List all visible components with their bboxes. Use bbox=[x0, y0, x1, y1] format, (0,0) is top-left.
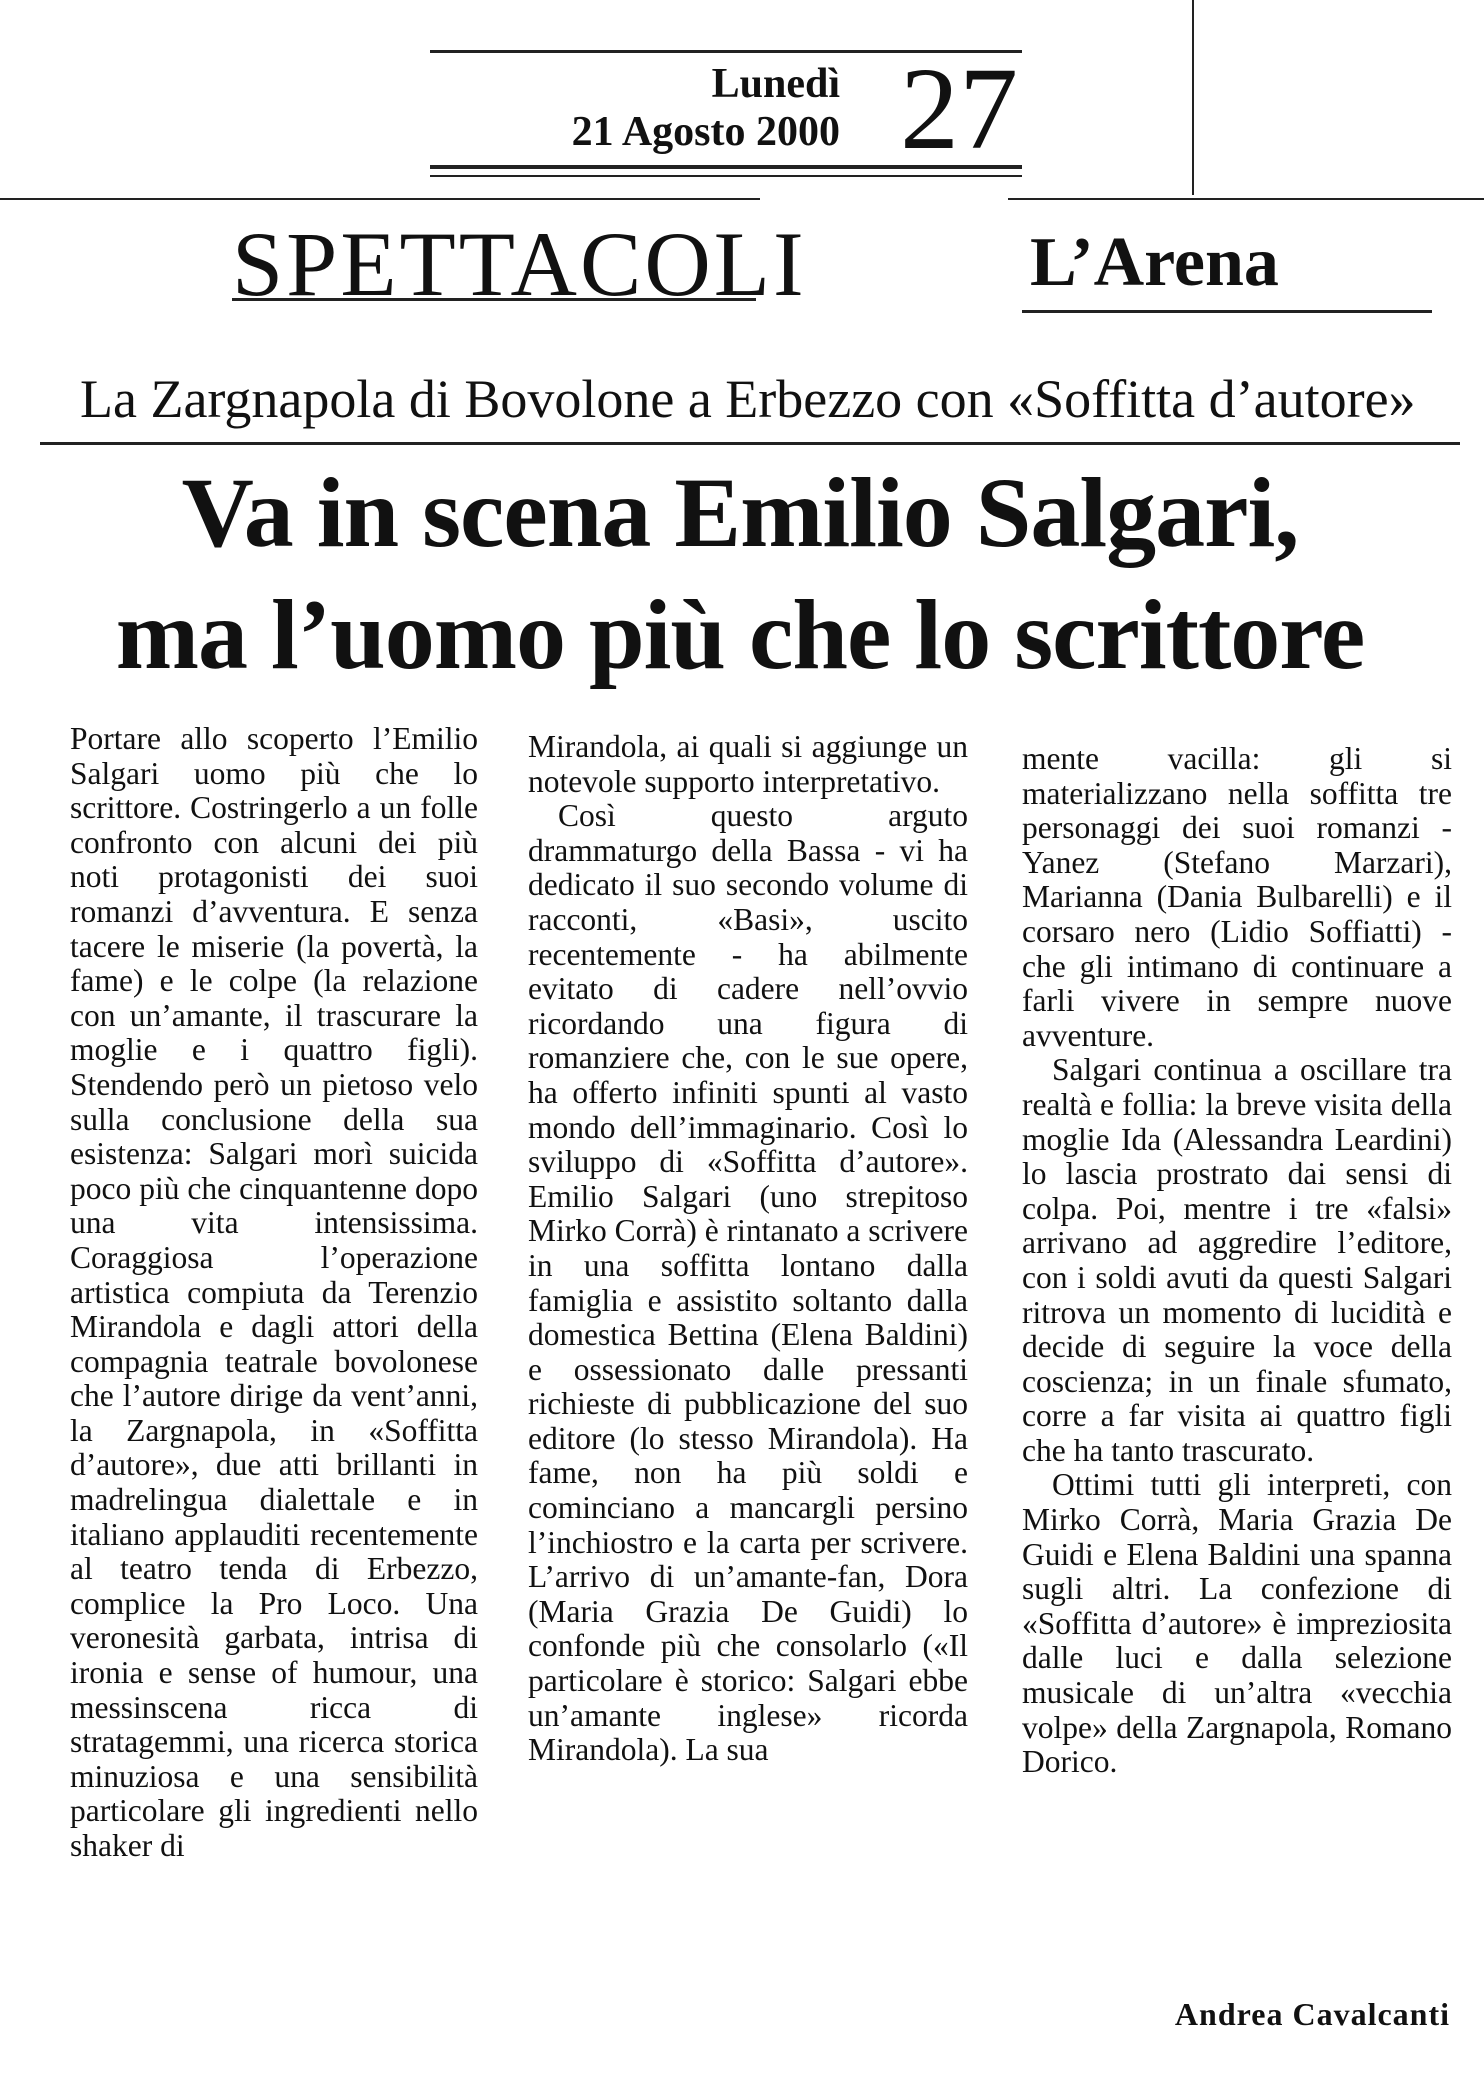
weekday: Lunedì bbox=[711, 61, 840, 107]
article-headline bbox=[50, 452, 1430, 696]
margin-line bbox=[1192, 0, 1194, 195]
section-rule-right bbox=[1008, 198, 1484, 200]
paragraph: Così questo arguto drammaturgo della Bassa - vi ha dedicato il suo secondo volume di racconti, «Basi», uscito recentemente - ha abilmente evitato di cadere nell’ovvio ricordando una figura di romanziere che, con le sue opere, ha offerto infiniti spunti al vasto mondo dell’immaginario. Così lo sviluppo di «Soffitta d’autore». Emilio Salgari (uno strepitoso Mirko Corrà) è rintanato a scrivere in una soffitta lontano dalla famiglia e assistito soltanto dalla domestica Bettina (Elena Baldini) e ossessionato dalle pressanti richieste di pubblicazione del suo editore (lo stesso Mirandola). Ha fame, non ha più soldi e cominciano a mancargli persino l’inchiostro e la carta per scrivere. L’arrivo di un’amante-fan, Dora (Maria Grazia De Guidi) lo confonde più che consolarlo («Il particolare è storico: Salgari ebbe un’amante inglese» ricorda Mirandola). La sua bbox=[528, 798, 968, 1768]
headline-line-1: Va in scena Emilio Salgari, bbox=[181, 457, 1299, 568]
article-column-3 bbox=[1022, 742, 1452, 1780]
paragraph: Portare allo scoperto l’Emilio Salgari uomo più che lo scrittore. Costringerlo a un folle confronto con alcuni dei più noti protagonisti dei suoi romanzi d’avventura. E senza tacere le miserie (la povertà, la fame) e le colpe (la relazione con un’amante, il trascurare la moglie e i quattro figli). Stendendo però un pietoso velo sulla conclusione della sua esistenza: Salgari morì suicida poco più che cinquantenne dopo una vita intensissima. Coraggiosa l’operazione artistica compiuta da Terenzio Mirandola e dagli attori della compagnia teatrale bovolonese che l’autore dirige da vent’anni, la Zargnapola, in «Soffitta d’autore», due atti brillanti in madrelingua dialettale e in italiano applauditi recentemente al teatro tenda di Erbezzo, complice la Pro Loco. Una veronesità garbata, intrisa di ironia e sense of humour, una messinscena ricca di stratagemmi, una ricerca storica minuziosa e una sensibilità particolare gli ingredienti nello shaker di bbox=[70, 721, 478, 1863]
header-bottom-rule-thin bbox=[430, 175, 1022, 177]
paragraph: Mirandola, ai quali si aggiunge un notevole supporto interpretativo. bbox=[528, 729, 968, 799]
paragraph: Salgari continua a oscillare tra realtà e follia: la breve visita della moglie Ida (Alessandra Leardini) lo lascia prostrato dai sensi di colpa. Poi, mentre i tre «falsi» arrivano ad aggredire l’editore, con i soldi avuti da questi Salgari ritrova un momento di lucidità e decide di seguire la voce della coscienza; in un finale sfumato, corre a far visita ai quattro figli che ha tanto trascurato. bbox=[1022, 1052, 1452, 1468]
paragraph: Ottimi tutti gli interpreti, con Mirko Corrà, Maria Grazia De Guidi e Elena Baldini una spanna sugli altri. La confezione di «Soffitta d’autore» è impreziosita dalle luci e dalla selezione musicale di un’altra «vecchia volpe» della Zargnapola, Romano Dorico. bbox=[1022, 1467, 1452, 1780]
section-rule-left bbox=[0, 198, 760, 200]
headline-line-2: ma l’uomo più che lo scrittore bbox=[115, 579, 1365, 690]
article-column-1 bbox=[70, 722, 478, 1864]
kicker-rule-top bbox=[40, 442, 1460, 445]
section-title: SPETTACOLI bbox=[232, 213, 807, 315]
page-number: 27 bbox=[900, 43, 1018, 174]
section-underline-right bbox=[1022, 310, 1432, 313]
newspaper-name: L’Arena bbox=[1030, 224, 1279, 301]
article-kicker: La Zargnapola di Bovolone a Erbezzo con «Soffitta d’autore» bbox=[80, 369, 1416, 429]
author-byline: Andrea Cavalcanti bbox=[1174, 1996, 1450, 2032]
article-column-2 bbox=[528, 730, 968, 1768]
paragraph: mente vacilla: gli si materializzano nella soffitta tre personaggi dei suoi romanzi - Yanez (Stefano Marzari), Marianna (Dania Bulbarelli) e il corsaro nero (Lidio Soffiatti) - che gli intimano di continuare a farli vivere in sempre nuove avventure. bbox=[1022, 741, 1452, 1053]
date: 21 Agosto 2000 bbox=[571, 109, 840, 155]
